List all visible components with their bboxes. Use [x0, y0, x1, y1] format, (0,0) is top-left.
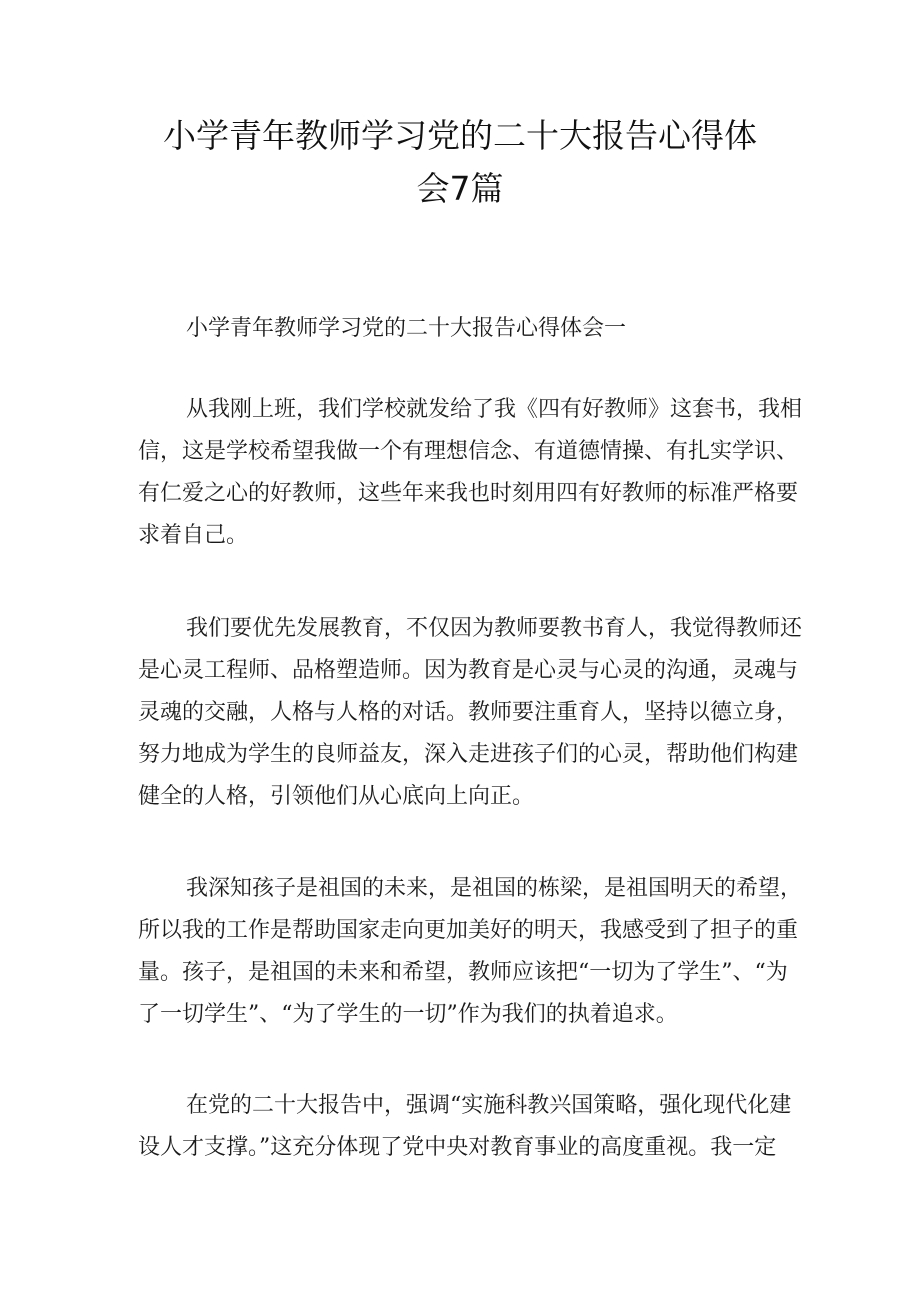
- paragraph-line: 是心灵工程师、品格塑造师。因为教育是心灵与心灵的沟通，灵魂与: [138, 658, 799, 683]
- paragraph-line: 在党的二十大报告中，强调“实施科教兴国策略，强化现代化建: [186, 1093, 792, 1118]
- paragraph-line: 求着自己。: [138, 523, 249, 548]
- paragraph-line: 健全的人格，引领他们从心底向上向正。: [138, 784, 535, 809]
- paragraph-2: [138, 608, 803, 818]
- paragraph-3: [138, 868, 803, 1036]
- paragraph-line: 量。孩子，是祖国的未来和希望，教师应该把“一切为了学生”、“为: [138, 960, 788, 985]
- paragraph-line: 设人才支撑。”这充分体现了党中央对教育事业的高度重视。我一定: [138, 1135, 777, 1160]
- paragraph-line: 努力地成为学生的良师益友，深入走进孩子们的心灵，帮助他们构建: [138, 742, 799, 767]
- document-title-line-1: 小学青年教师学习党的二十大报告心得体: [163, 116, 757, 155]
- paragraph-line: 我们要优先发展教育，不仅因为教师要教书育人，我觉得教师还: [186, 616, 803, 641]
- paragraph-line: 从我刚上班，我们学校就发给了我《四有好教师》这套书，我相: [186, 397, 803, 422]
- document-title-line-2: 会7篇: [416, 169, 504, 208]
- paragraph-line: 灵魂的交融，人格与人格的对话。教师要注重育人，坚持以德立身，: [138, 700, 799, 725]
- paragraph-line: 信，这是学校希望我做一个有理想信念、有道德情操、有扎实学识、: [138, 439, 799, 464]
- paragraph-4: [138, 1085, 798, 1169]
- paragraph-1: [138, 389, 803, 557]
- paragraph-line: 所以我的工作是帮助国家走向更加美好的明天，我感受到了担子的重: [138, 918, 799, 943]
- paragraph-line: 我深知孩子是祖国的未来，是祖国的栋梁，是祖国明天的希望，: [186, 876, 803, 901]
- paragraph-line: 了一切学生”、“为了学生的一切”作为我们的执着追求。: [138, 1002, 678, 1027]
- section-heading: 小学青年教师学习党的二十大报告心得体会一: [186, 316, 627, 341]
- paragraph-line: 有仁爱之心的好教师，这些年来我也时刻用四有好教师的标准严格要: [138, 481, 799, 506]
